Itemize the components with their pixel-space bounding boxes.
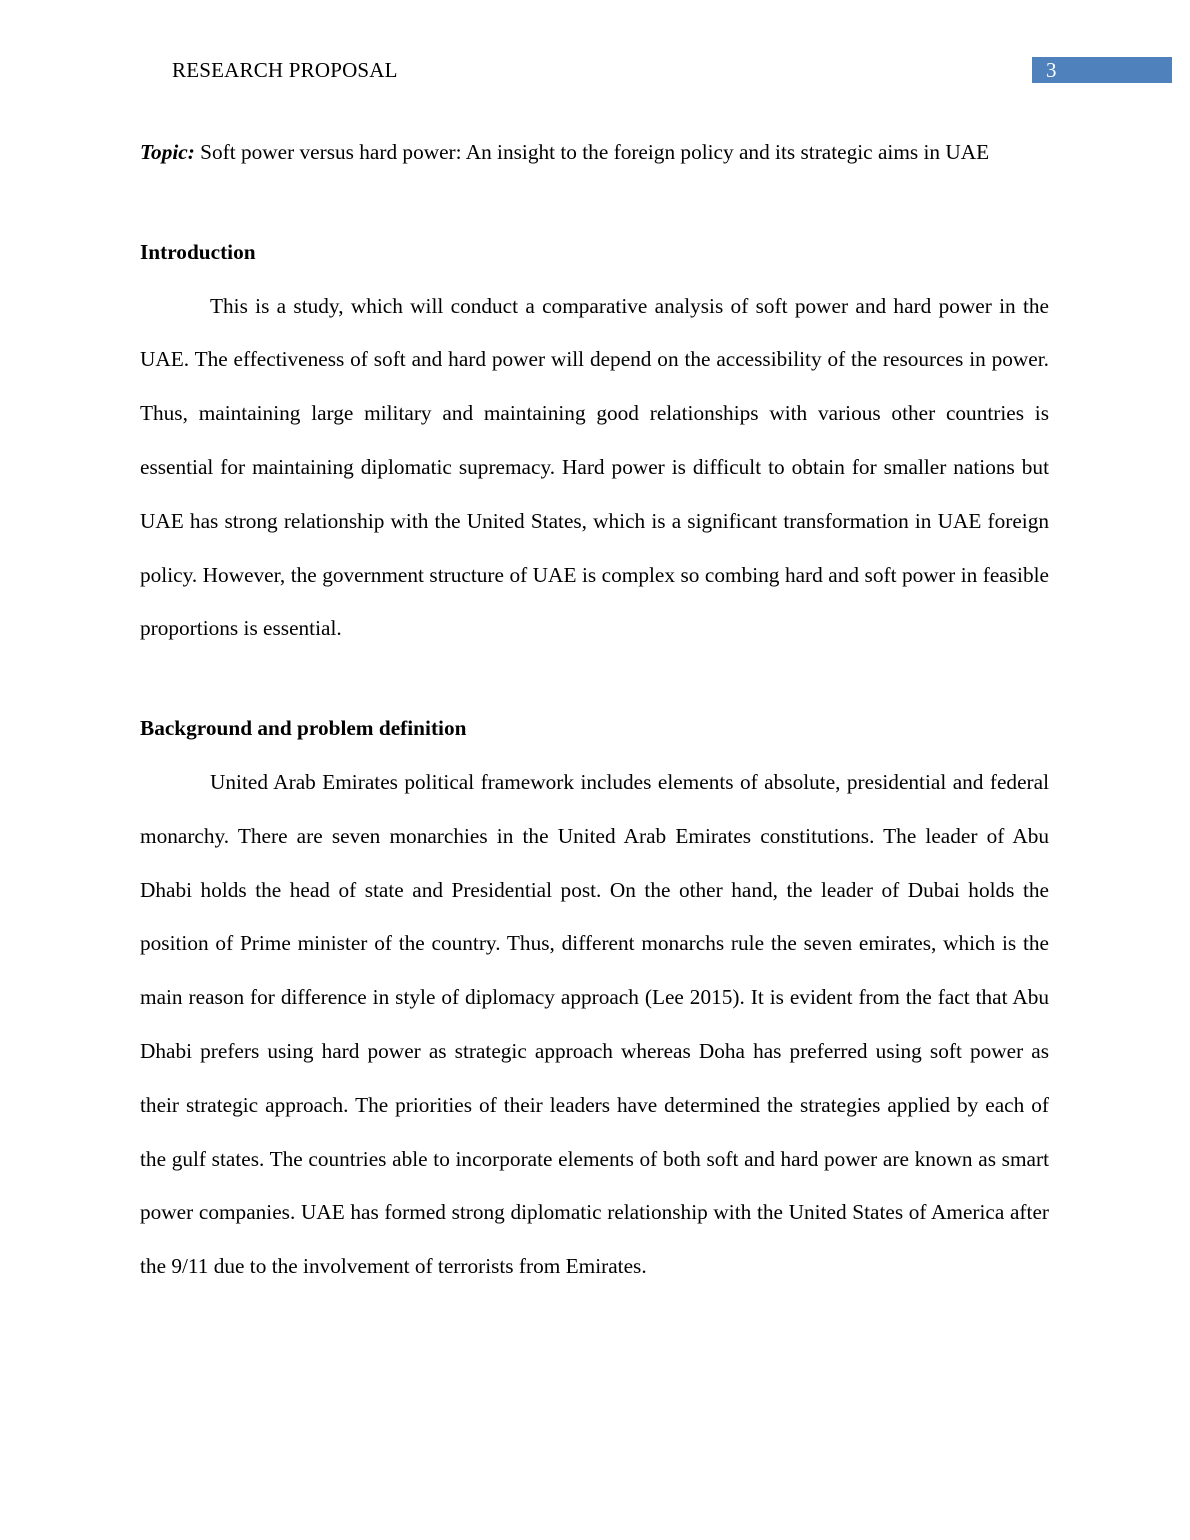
- running-head: RESEARCH PROPOSAL: [172, 58, 398, 82]
- page-number: 3: [1046, 58, 1057, 82]
- section-spacer: [140, 656, 1049, 702]
- introduction-paragraph: This is a study, which will conduct a comparative analysis of soft power and hard power in the UAE. The effectiveness of soft and hard power will depend on the accessibility of the resources in power. Thus, maintaining large military and maintaining good relationships with various other countries is essential for maintaining diplomatic supremacy. Hard power is difficult to obtain for smaller nations but UAE has strong relationship with the United States, which is a significant transformation in UAE foreign policy. However, the government structure of UAE is complex so combing hard and soft power in feasible proportions is essential.: [140, 293, 1049, 641]
- background-paragraph: United Arab Emirates political framework includes elements of absolute, presidential and federal monarchy. There are seven monarchies in the United Arab Emirates constitutions. The leader of Abu Dhabi holds the head of state and Presidential post. On the other hand, the leader of Dubai holds the position of Prime minister of the country. Thus, different monarchs rule the seven emirates, which is the main reason for difference in style of diplomacy approach (Lee 2015). It is evident from the fact that Abu Dhabi prefers using hard power as strategic approach whereas Doha has preferred using soft power as their strategic approach. The priorities of their leaders have determined the strategies applied by each of the gulf states. The countries able to incorporate elements of both soft and hard power are known as smart power companies. UAE has formed strong diplomatic relationship with the United States of America after the 9/11 due to the involvement of terrorists from Emirates.: [140, 769, 1049, 1279]
- introduction-heading: Introduction: [140, 239, 256, 264]
- topic-line: [140, 126, 1049, 180]
- section-spacer: [140, 180, 1049, 226]
- page-number-box: [1032, 57, 1172, 83]
- background-heading: Background and problem definition: [140, 716, 467, 741]
- document-body: [140, 126, 1049, 1294]
- topic-text: Soft power versus hard power: An insight to the foreign policy and its strategic aims in UAE: [194, 140, 990, 164]
- topic-label: Topic:: [140, 140, 195, 164]
